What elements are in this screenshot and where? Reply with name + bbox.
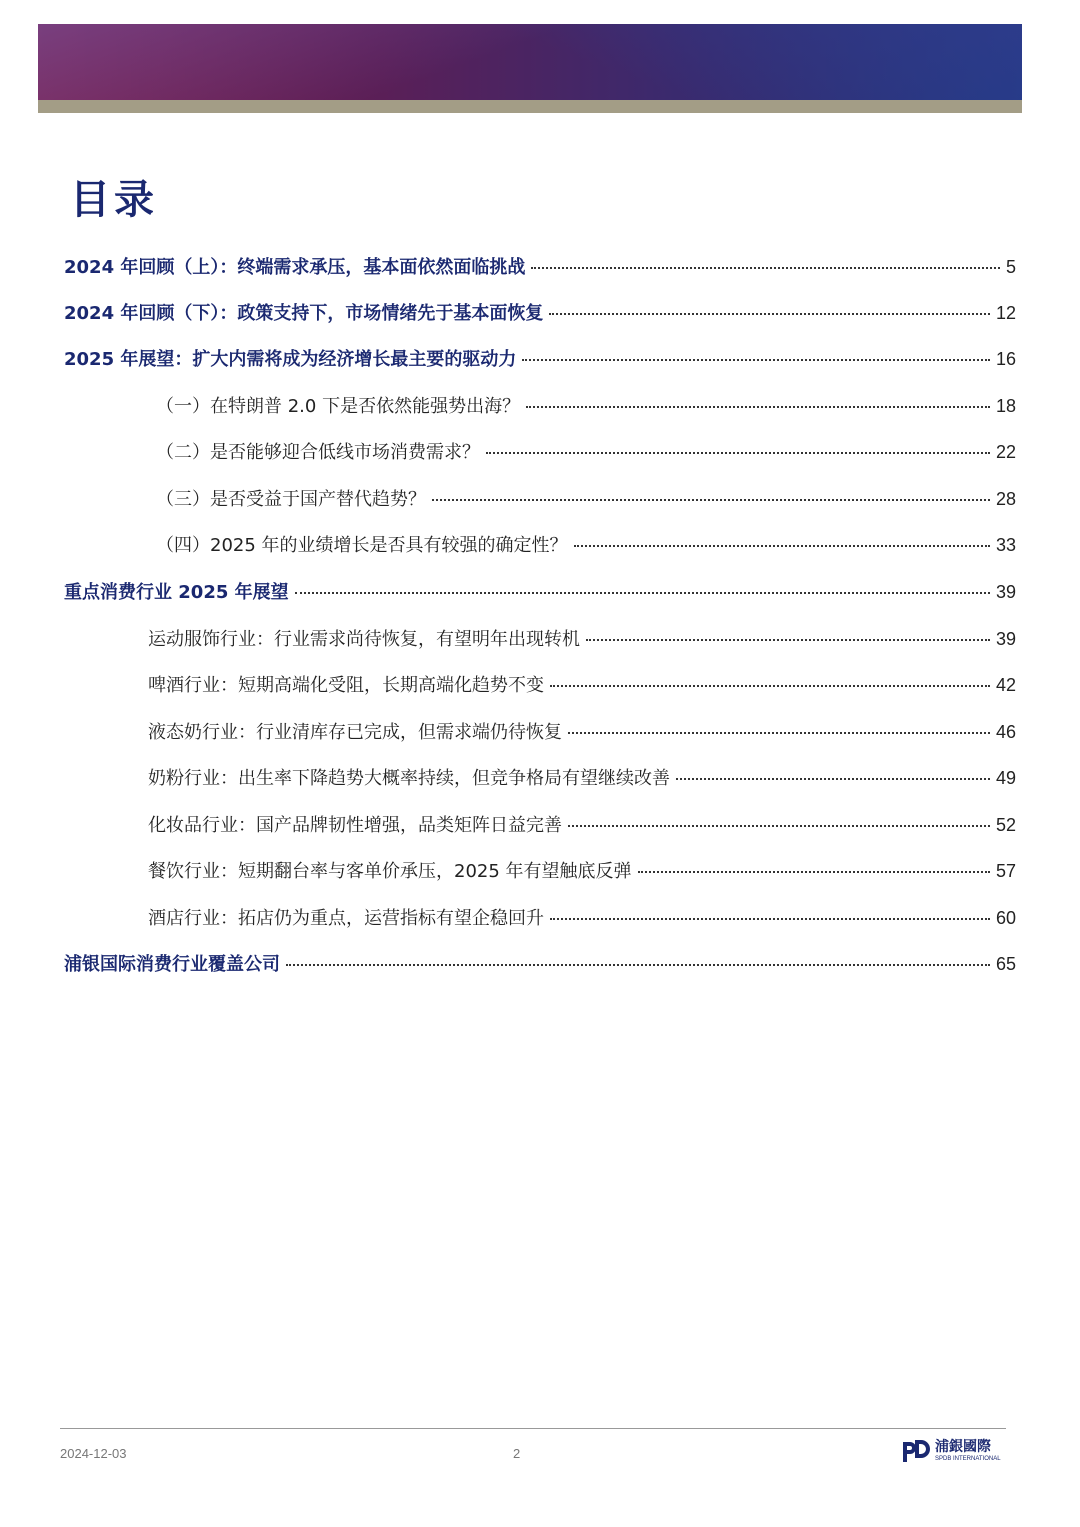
toc-entry-page: 5 (1005, 257, 1016, 277)
toc-entry[interactable] (156, 531, 1016, 559)
toc-leader-dots (432, 499, 990, 501)
toc-leader-dots (568, 732, 990, 734)
spdb-logo-icon (900, 1438, 930, 1464)
footer-page-number: 2 (513, 1446, 521, 1461)
toc-entry-text: 餐饮行业：短期翻台率与客单价承压，2025 年有望触底反弹 (148, 861, 632, 882)
toc-entry[interactable] (148, 904, 1016, 932)
toc-entry[interactable] (64, 950, 1016, 978)
toc-leader-dots (486, 452, 990, 454)
logo-chinese-name: 浦銀國際 (935, 1438, 991, 1455)
header-banner (38, 24, 1022, 100)
toc-leader-dots (568, 825, 990, 827)
toc-entry[interactable] (156, 438, 1016, 466)
toc-leader-dots (531, 267, 1000, 269)
toc-entry-page: 49 (995, 768, 1016, 788)
toc-entry-text: （二）是否能够迎合低线市场消费需求？ (156, 442, 480, 463)
toc-entry-page: 18 (995, 396, 1016, 416)
toc-entry-text: （三）是否受益于国产替代趋势？ (156, 489, 426, 510)
toc-leader-dots (522, 359, 990, 361)
toc-entry-text: （一）在特朗普 2.0 下是否依然能强势出海？ (156, 396, 521, 417)
footer-divider (60, 1428, 1006, 1429)
toc-entry-page: 33 (995, 535, 1016, 555)
toc-entry[interactable] (148, 671, 1016, 699)
toc-entry-page: 12 (995, 303, 1016, 323)
toc-entry-text: 啤酒行业：短期高端化受阻，长期高端化趋势不变 (148, 675, 544, 696)
toc-leader-dots (550, 685, 990, 687)
toc-leader-dots (550, 918, 990, 920)
toc-leader-dots (286, 964, 990, 966)
toc-entry-text: 2025 年展望：扩大内需将成为经济增长最主要的驱动力 (64, 349, 517, 370)
toc-entry[interactable] (64, 253, 1016, 281)
toc-entry[interactable] (148, 764, 1016, 792)
toc-entry-page: 52 (995, 815, 1016, 835)
toc-entry-text: 浦银国际消费行业覆盖公司 (64, 954, 280, 975)
toc-entry-text: 酒店行业：拓店仍为重点，运营指标有望企稳回升 (148, 908, 544, 929)
toc-leader-dots (295, 592, 990, 594)
toc-leader-dots (526, 406, 990, 408)
toc-entry[interactable] (148, 811, 1016, 839)
toc-entry-page: 39 (995, 582, 1016, 602)
toc-entry[interactable] (156, 485, 1016, 513)
toc-entry-text: 2024 年回顾（下）：政策支持下，市场情绪先于基本面恢复 (64, 303, 544, 324)
toc-entry-text: 化妆品行业：国产品牌韧性增强，品类矩阵日益完善 (148, 815, 562, 836)
toc-entry[interactable] (148, 857, 1016, 885)
header-banner-stripe (38, 100, 1022, 113)
company-logo (900, 1437, 1001, 1465)
toc-entry-page: 57 (995, 861, 1016, 881)
toc-leader-dots (549, 313, 990, 315)
toc-entry[interactable] (148, 625, 1016, 653)
toc-entry-page: 65 (995, 954, 1016, 974)
toc-entry[interactable] (64, 578, 1016, 606)
toc-entry-text: 重点消费行业 2025 年展望 (64, 582, 289, 603)
page-title: 目录 (70, 177, 158, 223)
toc-entry-text: 2024 年回顾（上）：终端需求承压，基本面依然面临挑战 (64, 257, 526, 278)
footer-date: 2024-12-03 (60, 1446, 127, 1461)
toc-entry-page: 42 (995, 675, 1016, 695)
toc-entry[interactable] (156, 392, 1016, 420)
toc-entry-page: 60 (995, 908, 1016, 928)
toc-leader-dots (676, 778, 990, 780)
toc-entry-text: 液态奶行业：行业清库存已完成，但需求端仍待恢复 (148, 722, 562, 743)
toc-entry-page: 39 (995, 629, 1016, 649)
toc-entry-page: 16 (995, 349, 1016, 369)
toc-leader-dots (586, 639, 990, 641)
logo-english-name: SPDB INTERNATIONAL (935, 1455, 1001, 1462)
toc-entry-text: （四）2025 年的业绩增长是否具有较强的确定性？ (156, 535, 568, 556)
toc-entry-page: 22 (995, 442, 1016, 462)
toc-entry-text: 运动服饰行业：行业需求尚待恢复，有望明年出现转机 (148, 629, 580, 650)
toc-entry[interactable] (148, 718, 1016, 746)
toc-entry-page: 46 (995, 722, 1016, 742)
toc-entry-text: 奶粉行业：出生率下降趋势大概率持续，但竞争格局有望继续改善 (148, 768, 670, 789)
toc-entry[interactable] (64, 299, 1016, 327)
toc-leader-dots (638, 871, 990, 873)
toc-entry-page: 28 (995, 489, 1016, 509)
toc-entry[interactable] (64, 345, 1016, 373)
toc-leader-dots (574, 545, 990, 547)
